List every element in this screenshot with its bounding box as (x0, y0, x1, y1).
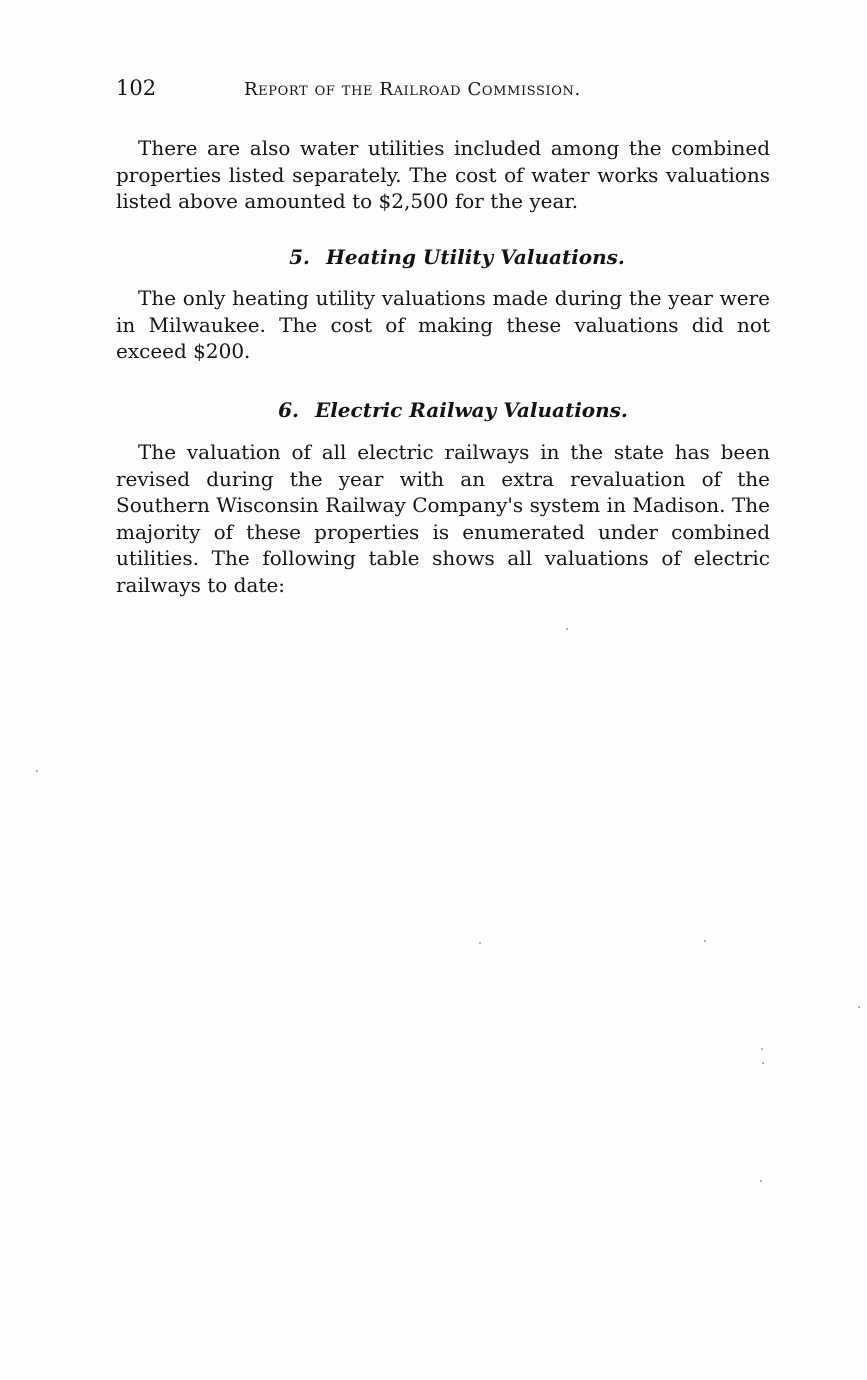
running-header (116, 74, 776, 106)
section-number: 6. (278, 398, 299, 422)
section-title: Heating Utility Valuations. (326, 245, 625, 269)
section-title: Electric Railway Valuations. (314, 398, 628, 422)
page-number: 102 (116, 76, 157, 100)
scan-speck (761, 1048, 763, 1050)
section-number: 5. (289, 245, 310, 269)
section-heading-electric-railway (116, 396, 780, 424)
running-header-title: Report of the Railroad Commission. (244, 79, 581, 100)
scan-speck (36, 770, 38, 772)
paragraph-electric-railways: The valuation of all electric railways in the state has been revised during the year with an extra revaluation of the Southern Wisconsin Railway Company's system in Madison. The majority of these properties is enumerated under combined utilities. The following table shows all valuations of electric railways to date: (116, 440, 770, 597)
scan-speck (704, 940, 706, 942)
scan-speck (762, 1062, 764, 1064)
paragraph-heating-utilities: The only heating utility valuations made during the year were in Milwaukee. The cost of making these valuations did not exceed $200. (116, 286, 770, 363)
section-heading-heating (116, 243, 784, 271)
scan-speck (479, 942, 481, 944)
scan-speck (566, 628, 568, 630)
scan-speck (760, 1180, 762, 1182)
paragraph-water-utilities: There are also water utilities included among the combined properties listed separately. The cost of water works valuations listed above amounted to $2,500 for the year. (116, 136, 770, 213)
scan-speck (858, 1006, 860, 1008)
